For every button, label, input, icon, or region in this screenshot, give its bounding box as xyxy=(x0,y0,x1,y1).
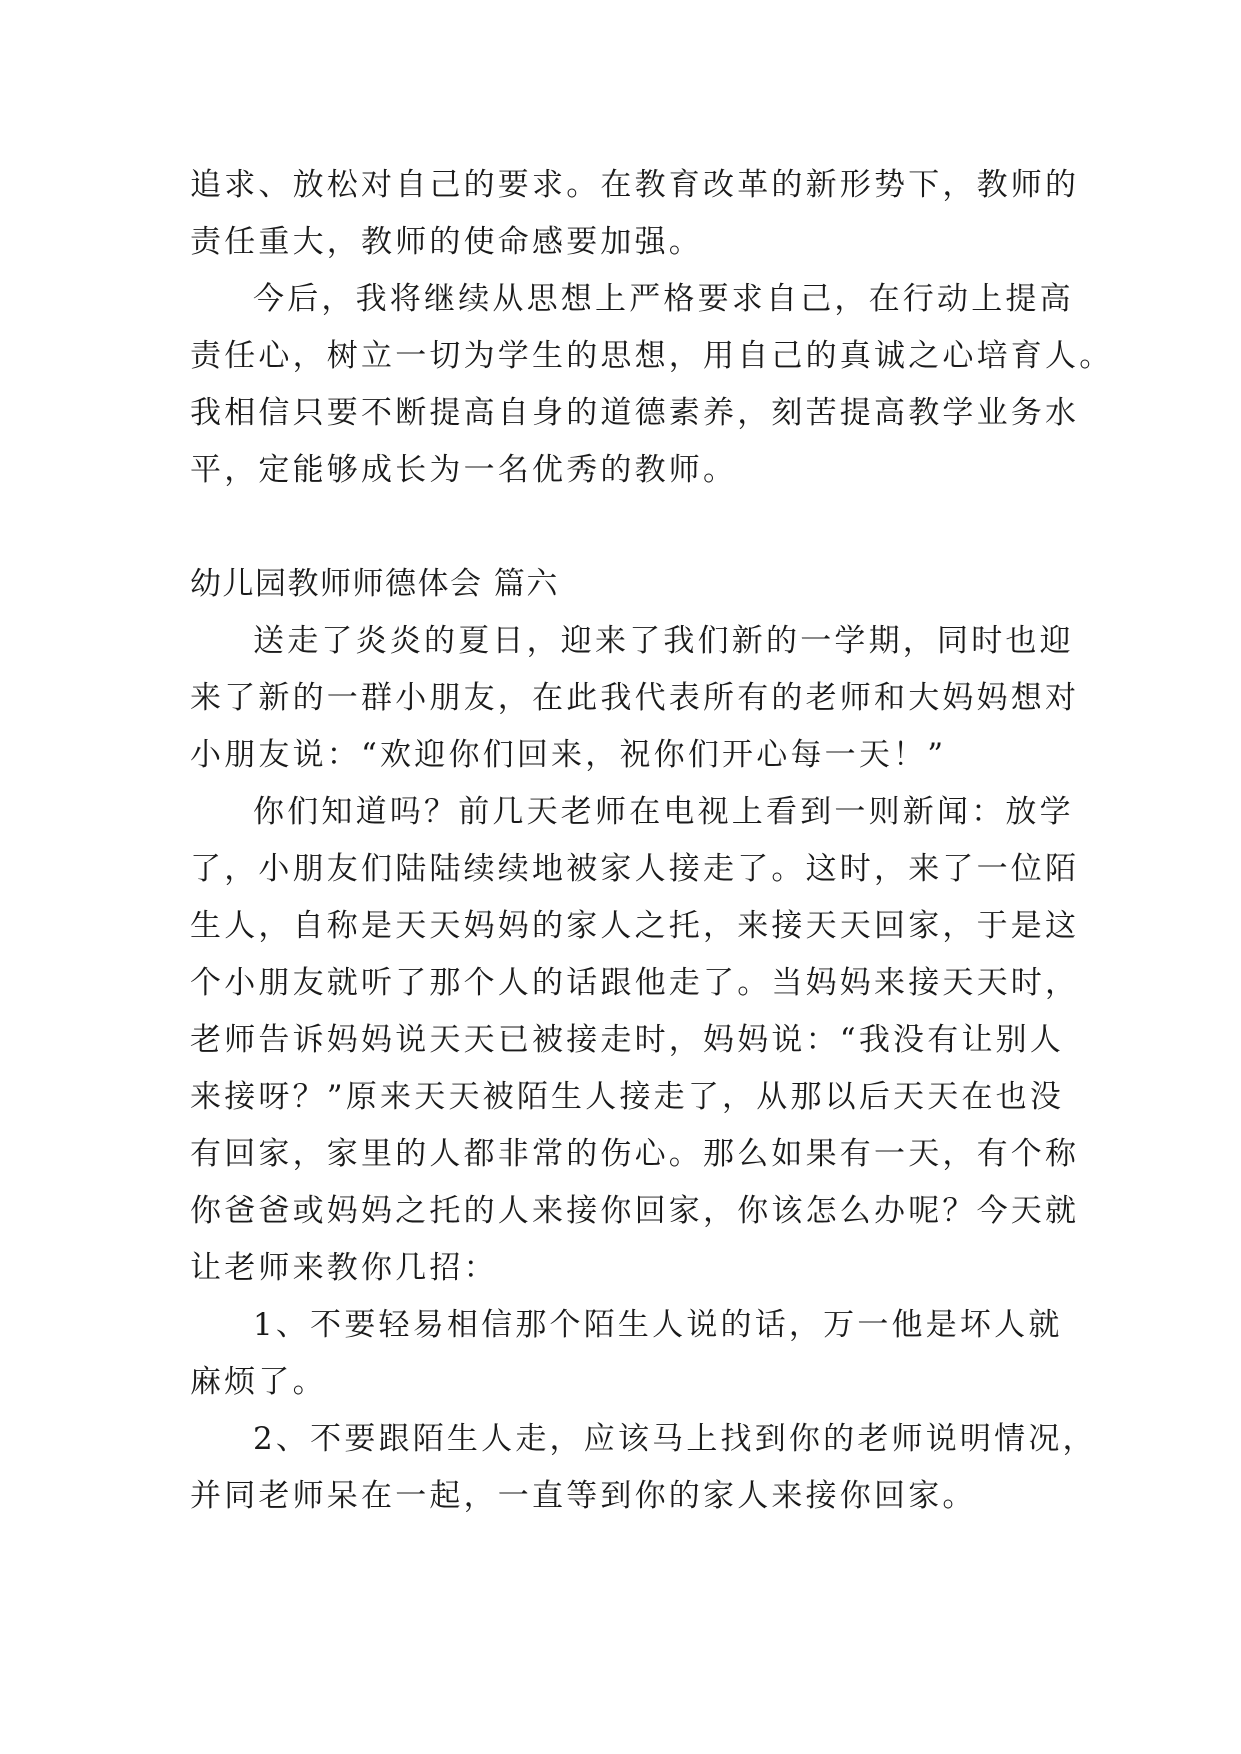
paragraph-first-line: 今后，我将继续从思想上严格要求自己，在行动上提高 xyxy=(253,281,1074,317)
body-text-line: 来了新的一群小朋友，在此我代表所有的老师和大妈妈想对 xyxy=(190,680,1080,716)
body-text-line: 了，小朋友们陆陆续续地被家人接走了。这时，来了一位陌 xyxy=(190,851,1080,887)
section-heading: 幼儿园教师师德体会 篇六 xyxy=(190,566,559,602)
list-item-line: 麻烦了。 xyxy=(190,1364,327,1400)
body-text-line: 让老师来教你几招： xyxy=(190,1250,498,1286)
body-text-line: 个小朋友就听了那个人的话跟他走了。当妈妈来接天天时， xyxy=(190,965,1080,1001)
paragraph-first-line: 送走了炎炎的夏日，迎来了我们新的一学期，同时也迎 xyxy=(253,623,1074,659)
body-text-line: 小朋友说：“欢迎你们回来，祝你们开心每一天！” xyxy=(190,737,947,773)
body-text-line: 责任心，树立一切为学生的思想，用自己的真诚之心培育人。 xyxy=(190,338,1114,374)
body-text-line: 追求、放松对自己的要求。在教育改革的新形势下，教师的 xyxy=(190,167,1080,203)
body-text-line: 我相信只要不断提高自身的道德素养，刻苦提高教学业务水 xyxy=(190,395,1080,431)
list-item-first-line: 2、不要跟陌生人走，应该马上找到你的老师说明情况， xyxy=(253,1421,1097,1457)
body-text-line: 你爸爸或妈妈之托的人来接你回家，你该怎么办呢？今天就 xyxy=(190,1193,1080,1229)
body-text-line: 老师告诉妈妈说天天已被接走时，妈妈说：“我没有让别人 xyxy=(190,1022,1065,1058)
body-text-line: 平，定能够成长为一名优秀的教师。 xyxy=(190,452,738,488)
body-text-line: 有回家，家里的人都非常的伤心。那么如果有一天，有个称 xyxy=(190,1136,1080,1172)
body-text-line: 来接呀？”原来天天被陌生人接走了，从那以后天天在也没 xyxy=(190,1079,1065,1115)
body-text-line: 生人，自称是天天妈妈的家人之托，来接天天回家，于是这 xyxy=(190,908,1080,944)
paragraph-first-line: 你们知道吗？前几天老师在电视上看到一则新闻：放学 xyxy=(253,794,1074,830)
list-item-line: 并同老师呆在一起，一直等到你的家人来接你回家。 xyxy=(190,1478,977,1514)
body-text-line: 责任重大，教师的使命感要加强。 xyxy=(190,224,703,260)
list-item-first-line: 1、不要轻易相信那个陌生人说的话，万一他是坏人就 xyxy=(253,1307,1063,1343)
